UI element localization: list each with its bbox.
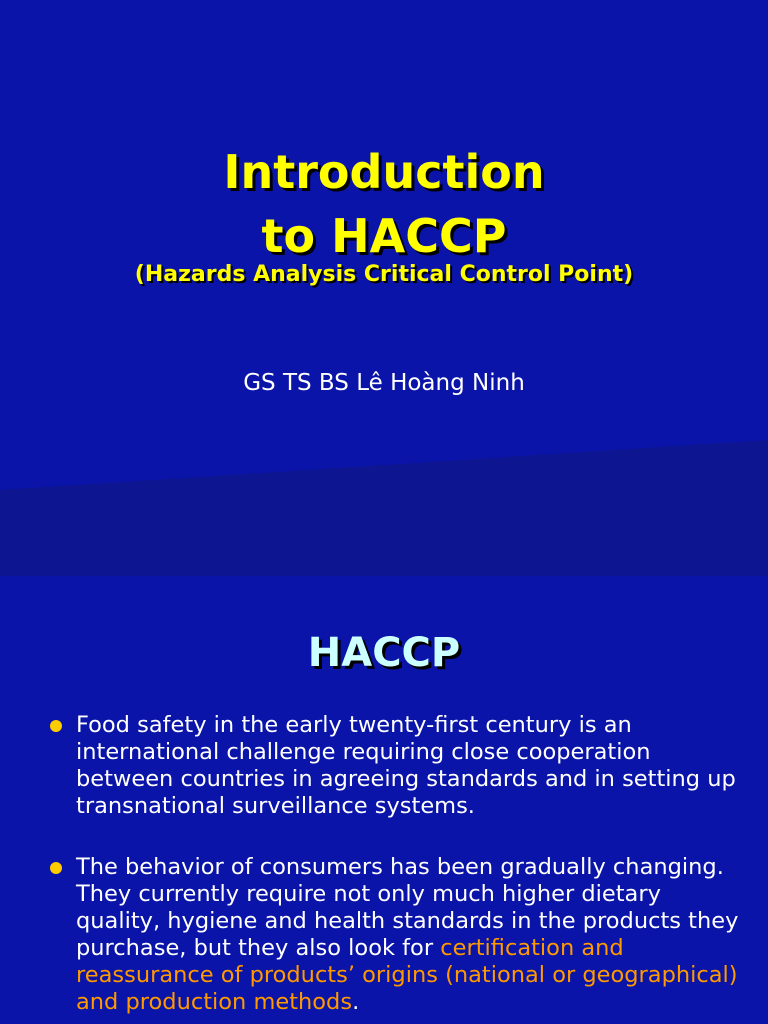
highlighted-text: certification and reassurance of products’ origins (national or geographical) and production methods	[76, 935, 738, 1015]
content-slide	[0, 576, 768, 1024]
bullet-dot-icon	[50, 720, 62, 732]
bullet-text: Food safety in the early twenty-first century is an international challenge requiring close cooperation between countries in agreeing standards and in setting up transnational surveillance systems.	[76, 712, 736, 819]
slide-title-line2: to HACCP	[261, 209, 507, 263]
bullet-item	[48, 854, 748, 1016]
slide-subtitle: (Hazards Analysis Critical Control Point)	[134, 262, 634, 287]
slide-title-line1: Introduction	[223, 145, 545, 199]
bullet-text-end: .	[352, 989, 360, 1015]
author-name: GS TS BS Lê Hoàng Ninh	[243, 370, 525, 396]
bullet-list	[48, 712, 748, 1024]
bullet-item	[48, 712, 748, 820]
bullet-text: The behavior of consumers has been gradually changing. They currently require not only much higher dietary quality, hygiene and health standards in the products they purchase, but they also look for	[76, 854, 739, 961]
bullet-dot-icon	[50, 862, 62, 874]
slide-heading: HACCP	[307, 630, 461, 676]
